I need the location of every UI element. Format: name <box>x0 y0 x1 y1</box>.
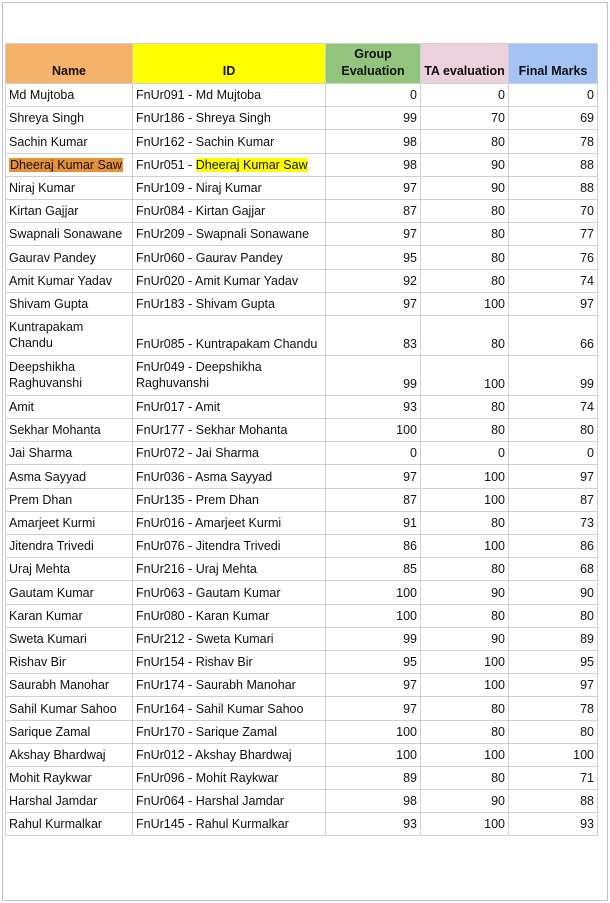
cell-final-marks[interactable]: 80 <box>509 419 598 442</box>
cell-final-marks[interactable]: 97 <box>509 674 598 697</box>
cell-name[interactable] <box>6 720 133 743</box>
student-id-prefix: FnUr051 - <box>136 157 196 172</box>
cell-ta-evaluation[interactable]: 100 <box>421 743 509 766</box>
student-name: Mohit Raykwar <box>9 771 92 786</box>
cell-name[interactable] <box>6 766 133 789</box>
table-row <box>6 558 598 581</box>
student-name: Shivam Gupta <box>9 296 89 311</box>
student-name: Deepshikha Raghuvanshi <box>9 359 82 391</box>
student-id: FnUr084 - Kirtan Gajjar <box>136 204 266 219</box>
cell-name[interactable] <box>6 558 133 581</box>
cell-group-evaluation[interactable]: 98 <box>326 130 421 153</box>
cell-id[interactable] <box>133 581 326 604</box>
student-name: Harshal Jamdar <box>9 794 98 809</box>
cell-name[interactable] <box>6 395 133 418</box>
cell-id[interactable] <box>133 199 326 222</box>
cell-id[interactable] <box>133 511 326 534</box>
header-final-label: Final Marks <box>518 64 588 78</box>
table-row <box>6 674 598 697</box>
cell-name[interactable] <box>6 442 133 465</box>
cell-name[interactable] <box>6 627 133 650</box>
cell-group-evaluation[interactable]: 87 <box>326 199 421 222</box>
cell-final-marks[interactable]: 73 <box>509 511 598 534</box>
cell-group-evaluation[interactable]: 89 <box>326 766 421 789</box>
student-id: FnUr109 - Niraj Kumar <box>136 180 262 195</box>
student-name: Amit Kumar Yadav <box>9 273 113 288</box>
cell-ta-evaluation[interactable]: 80 <box>421 269 509 292</box>
table-row <box>6 465 598 488</box>
cell-group-evaluation[interactable]: 93 <box>326 813 421 836</box>
cell-ta-evaluation[interactable]: 90 <box>421 153 509 176</box>
cell-name[interactable] <box>6 604 133 627</box>
cell-ta-evaluation[interactable]: 80 <box>421 223 509 246</box>
student-id: FnUr170 - Sarique Zamal <box>136 724 278 739</box>
student-id: FnUr063 - Gautam Kumar <box>136 585 281 600</box>
cell-name[interactable] <box>6 743 133 766</box>
table-row <box>6 511 598 534</box>
cell-group-evaluation[interactable]: 86 <box>326 535 421 558</box>
cell-final-marks[interactable]: 74 <box>509 395 598 418</box>
cell-ta-evaluation[interactable]: 80 <box>421 246 509 269</box>
cell-ta-evaluation[interactable]: 90 <box>421 176 509 199</box>
cell-ta-evaluation[interactable]: 80 <box>421 199 509 222</box>
cell-group-evaluation[interactable]: 95 <box>326 650 421 673</box>
cell-final-marks[interactable]: 0 <box>509 442 598 465</box>
cell-group-evaluation[interactable]: 100 <box>326 419 421 442</box>
cell-ta-evaluation[interactable]: 100 <box>421 488 509 511</box>
cell-name[interactable] <box>6 650 133 673</box>
student-name: Rishav Bir <box>9 655 66 670</box>
cell-id[interactable] <box>133 650 326 673</box>
cell-ta-evaluation[interactable]: 90 <box>421 790 509 813</box>
student-id: FnUr080 - Karan Kumar <box>136 608 270 623</box>
student-name: Sarique Zamal <box>9 724 91 739</box>
cell-group-evaluation[interactable]: 92 <box>326 269 421 292</box>
cell-name[interactable] <box>6 813 133 836</box>
cell-ta-evaluation[interactable]: 100 <box>421 355 509 395</box>
cell-final-marks[interactable]: 93 <box>509 813 598 836</box>
cell-id[interactable] <box>133 743 326 766</box>
student-name: Rahul Kurmalkar <box>9 817 103 832</box>
cell-ta-evaluation[interactable]: 90 <box>421 581 509 604</box>
student-id: FnUr174 - Saurabh Manohar <box>136 678 296 693</box>
table-row <box>6 581 598 604</box>
cell-id[interactable] <box>133 627 326 650</box>
cell-final-marks[interactable]: 78 <box>509 697 598 720</box>
cell-group-evaluation[interactable]: 97 <box>326 223 421 246</box>
student-id: FnUr212 - Sweta Kumari <box>136 631 274 646</box>
student-id: FnUr135 - Prem Dhan <box>136 492 259 507</box>
student-id: FnUr012 - Akshay Bhardwaj <box>136 747 292 762</box>
student-id: FnUr017 - Amit <box>136 400 221 415</box>
header-group-label-1: Group <box>354 47 392 61</box>
cell-id[interactable] <box>133 558 326 581</box>
cell-final-marks[interactable]: 89 <box>509 627 598 650</box>
cell-id[interactable] <box>133 315 326 355</box>
header-final-marks[interactable] <box>509 44 598 84</box>
cell-ta-evaluation[interactable]: 80 <box>421 130 509 153</box>
cell-name[interactable] <box>6 355 133 395</box>
table-row <box>6 176 598 199</box>
table-row <box>6 697 598 720</box>
cell-final-marks[interactable]: 80 <box>509 720 598 743</box>
table-row <box>6 720 598 743</box>
student-name: Asma Sayyad <box>9 469 87 484</box>
header-ta-label: TA evaluation <box>424 64 505 78</box>
cell-ta-evaluation[interactable]: 80 <box>421 558 509 581</box>
cell-id[interactable] <box>133 395 326 418</box>
cell-final-marks[interactable]: 100 <box>509 743 598 766</box>
student-id: FnUr162 - Sachin Kumar <box>136 134 275 149</box>
cell-name[interactable] <box>6 674 133 697</box>
table-row <box>6 488 598 511</box>
cell-final-marks[interactable]: 80 <box>509 604 598 627</box>
cell-group-evaluation[interactable]: 98 <box>326 153 421 176</box>
cell-final-marks[interactable]: 74 <box>509 269 598 292</box>
student-id: FnUr096 - Mohit Raykwar <box>136 771 279 786</box>
cell-ta-evaluation[interactable]: 80 <box>421 511 509 534</box>
cell-final-marks[interactable]: 71 <box>509 766 598 789</box>
student-name: Swapnali Sonawane <box>9 227 123 242</box>
cell-name[interactable] <box>6 419 133 442</box>
cell-final-marks[interactable]: 66 <box>509 315 598 355</box>
table-row <box>6 292 598 315</box>
student-name: Dheeraj Kumar Saw <box>10 157 122 172</box>
header-ta-evaluation[interactable] <box>421 44 509 84</box>
cell-group-evaluation[interactable]: 100 <box>326 720 421 743</box>
cell-group-evaluation[interactable]: 97 <box>326 465 421 488</box>
cell-id[interactable] <box>133 84 326 107</box>
cell-ta-evaluation[interactable]: 70 <box>421 107 509 130</box>
table-row <box>6 84 598 107</box>
student-id: FnUr036 - Asma Sayyad <box>136 469 273 484</box>
student-name: Gautam Kumar <box>9 585 94 600</box>
cell-id[interactable] <box>133 269 326 292</box>
student-name: Jitendra Trivedi <box>9 539 94 554</box>
header-row <box>6 44 598 84</box>
student-name: Sachin Kumar <box>9 134 88 149</box>
table-row <box>6 269 598 292</box>
cell-ta-evaluation[interactable]: 80 <box>421 419 509 442</box>
cell-name[interactable] <box>6 488 133 511</box>
cell-group-evaluation[interactable]: 83 <box>326 315 421 355</box>
cell-group-evaluation[interactable]: 97 <box>326 292 421 315</box>
cell-group-evaluation[interactable]: 93 <box>326 395 421 418</box>
cell-group-evaluation[interactable]: 98 <box>326 790 421 813</box>
student-id: FnUr216 - Uraj Mehta <box>136 562 257 577</box>
cell-group-evaluation[interactable]: 100 <box>326 581 421 604</box>
cell-final-marks[interactable]: 86 <box>509 535 598 558</box>
cell-group-evaluation[interactable]: 87 <box>326 488 421 511</box>
student-id: FnUr145 - Rahul Kurmalkar <box>136 817 289 832</box>
student-name: Amarjeet Kurmi <box>9 516 96 530</box>
student-id: FnUr177 - Sekhar Mohanta <box>136 423 288 438</box>
cell-name[interactable] <box>6 84 133 107</box>
cell-id[interactable] <box>133 246 326 269</box>
cell-final-marks[interactable]: 69 <box>509 107 598 130</box>
cell-group-evaluation[interactable]: 0 <box>326 84 421 107</box>
cell-final-marks[interactable]: 97 <box>509 465 598 488</box>
table-body <box>6 84 598 836</box>
cell-final-marks[interactable]: 78 <box>509 130 598 153</box>
cell-ta-evaluation[interactable]: 100 <box>421 292 509 315</box>
table-row <box>6 223 598 246</box>
cell-final-marks[interactable]: 77 <box>509 223 598 246</box>
student-name: Niraj Kumar <box>9 180 75 195</box>
cell-group-evaluation[interactable]: 97 <box>326 176 421 199</box>
cell-id[interactable] <box>133 604 326 627</box>
cell-name[interactable] <box>6 223 133 246</box>
cell-id[interactable] <box>133 697 326 720</box>
student-id-name-highlight: Dheeraj Kumar Saw <box>195 157 308 172</box>
student-name: Gaurav Pandey <box>9 250 96 265</box>
student-id: FnUr064 - Harshal Jamdar <box>136 794 284 809</box>
table-row <box>6 766 598 789</box>
student-id: FnUr091 - Md Mujtoba <box>136 88 262 103</box>
cell-final-marks[interactable]: 68 <box>509 558 598 581</box>
cell-group-evaluation[interactable]: 99 <box>326 355 421 395</box>
table-row <box>6 315 598 355</box>
student-name: Saurabh Manohar <box>9 678 110 693</box>
table-row <box>6 442 598 465</box>
cell-id[interactable] <box>133 766 326 789</box>
cell-id[interactable] <box>133 674 326 697</box>
cell-final-marks[interactable]: 87 <box>509 488 598 511</box>
cell-group-evaluation[interactable]: 100 <box>326 743 421 766</box>
student-id: FnUr060 - Gaurav Pandey <box>136 250 283 265</box>
cell-ta-evaluation[interactable]: 100 <box>421 535 509 558</box>
student-id: FnUr020 - Amit Kumar Yadav <box>136 273 299 288</box>
cell-group-evaluation[interactable]: 97 <box>326 697 421 720</box>
student-id: FnUr049 - Deepshikha Raghuvanshi <box>136 359 262 391</box>
cell-name[interactable] <box>6 315 133 355</box>
table-row <box>6 535 598 558</box>
cell-name[interactable] <box>6 581 133 604</box>
cell-id[interactable] <box>133 130 326 153</box>
cell-group-evaluation[interactable]: 91 <box>326 511 421 534</box>
cell-name[interactable] <box>6 465 133 488</box>
cell-final-marks[interactable]: 88 <box>509 790 598 813</box>
cell-final-marks[interactable]: 88 <box>509 176 598 199</box>
header-id-label: ID <box>222 64 236 78</box>
cell-id[interactable] <box>133 488 326 511</box>
table-row <box>6 604 598 627</box>
student-name: Karan Kumar <box>9 608 83 623</box>
cell-id[interactable] <box>133 107 326 130</box>
student-id: FnUr164 - Sahil Kumar Sahoo <box>136 701 304 716</box>
cell-id[interactable] <box>133 419 326 442</box>
cell-name[interactable] <box>6 176 133 199</box>
cell-name[interactable] <box>6 697 133 720</box>
table-row <box>6 743 598 766</box>
cell-ta-evaluation[interactable]: 100 <box>421 650 509 673</box>
cell-id[interactable] <box>133 176 326 199</box>
student-id: FnUr154 - Rishav Bir <box>136 655 253 670</box>
table-row <box>6 627 598 650</box>
cell-final-marks[interactable]: 97 <box>509 292 598 315</box>
cell-final-marks[interactable]: 70 <box>509 199 598 222</box>
marks-table <box>5 43 598 836</box>
student-id: FnUr209 - Swapnali Sonawane <box>136 227 310 242</box>
cell-id[interactable] <box>133 813 326 836</box>
cell-id[interactable] <box>133 720 326 743</box>
student-name: Jai Sharma <box>9 446 73 461</box>
header-group-evaluation[interactable] <box>326 44 421 84</box>
table-row <box>6 107 598 130</box>
cell-final-marks[interactable]: 0 <box>509 84 598 107</box>
cell-name[interactable] <box>6 153 133 176</box>
student-name: Sweta Kumari <box>9 631 87 646</box>
cell-name[interactable] <box>6 130 133 153</box>
header-group-label-2: Evaluation <box>341 64 405 78</box>
table-row <box>6 813 598 836</box>
cell-group-evaluation[interactable]: 97 <box>326 674 421 697</box>
student-name: Md Mujtoba <box>9 88 75 103</box>
student-name: Kuntrapakam Chandu <box>9 319 84 351</box>
cell-ta-evaluation[interactable]: 80 <box>421 315 509 355</box>
cell-group-evaluation[interactable]: 95 <box>326 246 421 269</box>
student-name: Sekhar Mohanta <box>9 423 101 438</box>
cell-final-marks[interactable]: 90 <box>509 581 598 604</box>
header-name[interactable] <box>6 44 133 84</box>
student-name: Sahil Kumar Sahoo <box>9 701 117 716</box>
table-row <box>6 395 598 418</box>
cell-name[interactable] <box>6 292 133 315</box>
cell-name[interactable] <box>6 199 133 222</box>
cell-id[interactable] <box>133 153 326 176</box>
cell-ta-evaluation[interactable]: 100 <box>421 674 509 697</box>
cell-group-evaluation[interactable]: 99 <box>326 107 421 130</box>
cell-id[interactable] <box>133 535 326 558</box>
header-id[interactable] <box>133 44 326 84</box>
student-id: FnUr085 - Kuntrapakam Chandu <box>136 336 318 351</box>
cell-ta-evaluation[interactable]: 90 <box>421 627 509 650</box>
cell-name[interactable] <box>6 107 133 130</box>
table-row <box>6 355 598 395</box>
table-row <box>6 246 598 269</box>
cell-group-evaluation[interactable]: 0 <box>326 442 421 465</box>
cell-name[interactable] <box>6 790 133 813</box>
table-row <box>6 130 598 153</box>
student-id: FnUr183 - Shivam Gupta <box>136 296 275 311</box>
cell-ta-evaluation[interactable]: 0 <box>421 84 509 107</box>
cell-name[interactable] <box>6 246 133 269</box>
cell-ta-evaluation[interactable]: 80 <box>421 604 509 627</box>
table-row <box>6 199 598 222</box>
cell-final-marks[interactable]: 88 <box>509 153 598 176</box>
student-name: Uraj Mehta <box>9 562 71 577</box>
cell-final-marks[interactable]: 76 <box>509 246 598 269</box>
cell-id[interactable] <box>133 223 326 246</box>
cell-ta-evaluation[interactable]: 80 <box>421 720 509 743</box>
cell-group-evaluation[interactable]: 85 <box>326 558 421 581</box>
cell-name[interactable] <box>6 535 133 558</box>
cell-ta-evaluation[interactable]: 100 <box>421 465 509 488</box>
cell-final-marks[interactable]: 95 <box>509 650 598 673</box>
student-name: Kirtan Gajjar <box>9 204 79 219</box>
cell-group-evaluation[interactable]: 100 <box>326 604 421 627</box>
cell-final-marks[interactable]: 99 <box>509 355 598 395</box>
student-id: FnUr016 - Amarjeet Kurmi <box>136 516 282 530</box>
cell-name[interactable] <box>6 269 133 292</box>
cell-id[interactable] <box>133 355 326 395</box>
cell-id[interactable] <box>133 442 326 465</box>
table-row <box>6 790 598 813</box>
student-name: Amit <box>9 400 34 415</box>
cell-ta-evaluation[interactable]: 80 <box>421 697 509 720</box>
student-id: FnUr076 - Jitendra Trivedi <box>136 539 281 554</box>
cell-id[interactable] <box>133 292 326 315</box>
table-row <box>6 650 598 673</box>
cell-name[interactable] <box>6 511 133 534</box>
cell-ta-evaluation[interactable]: 80 <box>421 766 509 789</box>
student-name: Akshay Bhardwaj <box>9 747 106 762</box>
student-id: FnUr072 - Jai Sharma <box>136 446 259 461</box>
header-name-label: Name <box>51 64 87 78</box>
cell-id[interactable] <box>133 790 326 813</box>
cell-ta-evaluation[interactable]: 100 <box>421 813 509 836</box>
student-id: FnUr186 - Shreya Singh <box>136 111 271 126</box>
student-name: Prem Dhan <box>9 492 73 507</box>
cell-group-evaluation[interactable]: 99 <box>326 627 421 650</box>
table-row <box>6 153 598 176</box>
cell-ta-evaluation[interactable]: 0 <box>421 442 509 465</box>
table-row <box>6 419 598 442</box>
cell-ta-evaluation[interactable]: 80 <box>421 395 509 418</box>
student-name: Shreya Singh <box>9 111 85 126</box>
cell-id[interactable] <box>133 465 326 488</box>
